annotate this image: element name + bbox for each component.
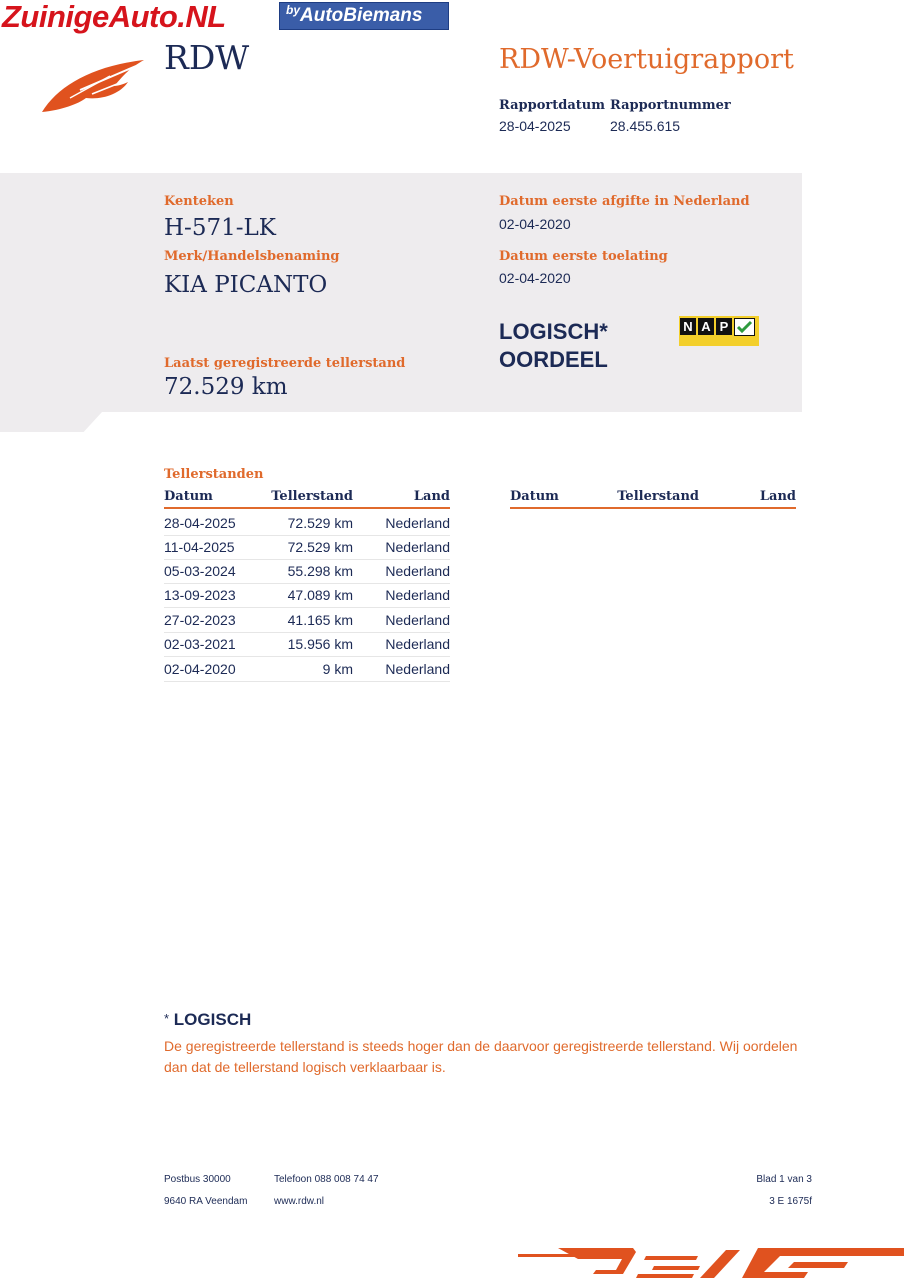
row-country: Nederland	[385, 539, 450, 555]
footer-page-number: Blad 1 van 3	[756, 1174, 812, 1185]
row-odometer: 72.529 km	[287, 539, 353, 555]
col-country: Land	[413, 489, 450, 504]
plate-value: H-571-LK	[164, 215, 276, 241]
watermark-partner-name: AutoBiemans	[300, 5, 423, 26]
row-date: 13-09-2023	[164, 587, 236, 603]
report-date: 28-04-2025	[499, 118, 571, 134]
col-date: Datum	[164, 489, 213, 504]
row-country: Nederland	[385, 563, 450, 579]
row-odometer: 47.089 km	[287, 587, 353, 603]
row-date: 02-03-2021	[164, 636, 236, 652]
nap-letter-n: N	[680, 318, 696, 335]
footer-address: 9640 RA Veendam	[164, 1196, 248, 1207]
first-admission-label: Datum eerste toelating	[499, 249, 668, 264]
row-date: 05-03-2024	[164, 563, 236, 579]
last-odometer-value: 72.529 km	[164, 374, 288, 400]
watermark-partner-badge	[279, 2, 449, 30]
row-date: 28-04-2025	[164, 515, 236, 531]
row-country: Nederland	[385, 515, 450, 531]
table-row	[164, 583, 450, 608]
verdict-line2: OORDEEL	[499, 347, 608, 372]
footnote-star: *	[164, 1011, 170, 1026]
table-row	[164, 632, 450, 657]
col-odometer-right: Tellerstand	[617, 489, 699, 504]
row-odometer: 15.956 km	[287, 636, 353, 652]
decorative-stripes-icon	[518, 1244, 904, 1280]
footnote-heading-text: LOGISCH	[173, 1010, 252, 1029]
col-country-right: Land	[759, 489, 796, 504]
report-date-label: Rapportdatum	[499, 98, 605, 113]
make-value: KIA PICANTO	[164, 272, 328, 298]
nap-letter-p: P	[716, 318, 732, 335]
make-label: Merk/Handelsbenaming	[164, 249, 340, 264]
plate-label: Kenteken	[164, 194, 234, 209]
footer-website[interactable]: www.rdw.nl	[274, 1196, 325, 1207]
row-date: 11-04-2025	[164, 539, 235, 555]
footer-postbus: Postbus 30000	[164, 1174, 231, 1185]
panel-notch	[0, 412, 102, 432]
col-odometer: Tellerstand	[271, 489, 353, 504]
row-country: Nederland	[385, 636, 450, 652]
nap-check-icon	[734, 318, 755, 336]
verdict-line1: LOGISCH*	[499, 319, 608, 344]
row-odometer: 55.298 km	[287, 563, 353, 579]
report-title: RDW-Voertuigrapport	[499, 44, 794, 75]
org-name: RDW	[164, 38, 250, 77]
watermark-by: by	[286, 3, 301, 17]
report-number-label: Rapportnummer	[610, 98, 731, 113]
report-number: 28.455.615	[610, 118, 681, 134]
footer-phone: Telefoon 088 008 74 47	[274, 1174, 379, 1185]
first-issue-nl-value: 02-04-2020	[499, 216, 571, 232]
table-row	[164, 608, 450, 633]
nap-logo	[679, 316, 759, 346]
col-date-right: Datum	[510, 489, 559, 504]
row-date: 27-02-2023	[164, 612, 236, 628]
table-row	[164, 657, 450, 682]
footnote-heading	[164, 1010, 251, 1030]
verdict	[499, 318, 608, 374]
nap-letter-a: A	[698, 318, 714, 335]
row-country: Nederland	[385, 587, 450, 603]
row-odometer: 41.165 km	[287, 612, 353, 628]
table-row	[164, 511, 450, 536]
table-row	[164, 559, 450, 584]
table-row	[164, 535, 450, 560]
odometer-table-header-right	[510, 489, 796, 509]
first-issue-nl-label: Datum eerste afgifte in Nederland	[499, 194, 750, 209]
row-date: 02-04-2020	[164, 661, 236, 677]
footnote-text: De geregistreerde tellerstand is steeds hoger dan de daarvoor geregistreerde tellerstand. Wij oordelen dan dat de tellerstand logisch verklaarbaar is.	[164, 1038, 798, 1075]
watermark-brand: ZuinigeAuto.NL	[2, 0, 226, 34]
row-odometer: 9 km	[322, 661, 353, 677]
row-odometer: 72.529 km	[287, 515, 353, 531]
last-odometer-label: Laatst geregistreerde tellerstand	[164, 356, 406, 371]
odometer-title: Tellerstanden	[164, 467, 264, 482]
row-country: Nederland	[385, 661, 450, 677]
rdw-logo-icon	[40, 56, 150, 114]
odometer-table-header-left	[164, 489, 450, 509]
footer-document-code: 3 E 1675f	[769, 1196, 812, 1207]
first-admission-value: 02-04-2020	[499, 270, 571, 286]
row-country: Nederland	[385, 612, 450, 628]
odometer-table-body	[164, 511, 450, 686]
